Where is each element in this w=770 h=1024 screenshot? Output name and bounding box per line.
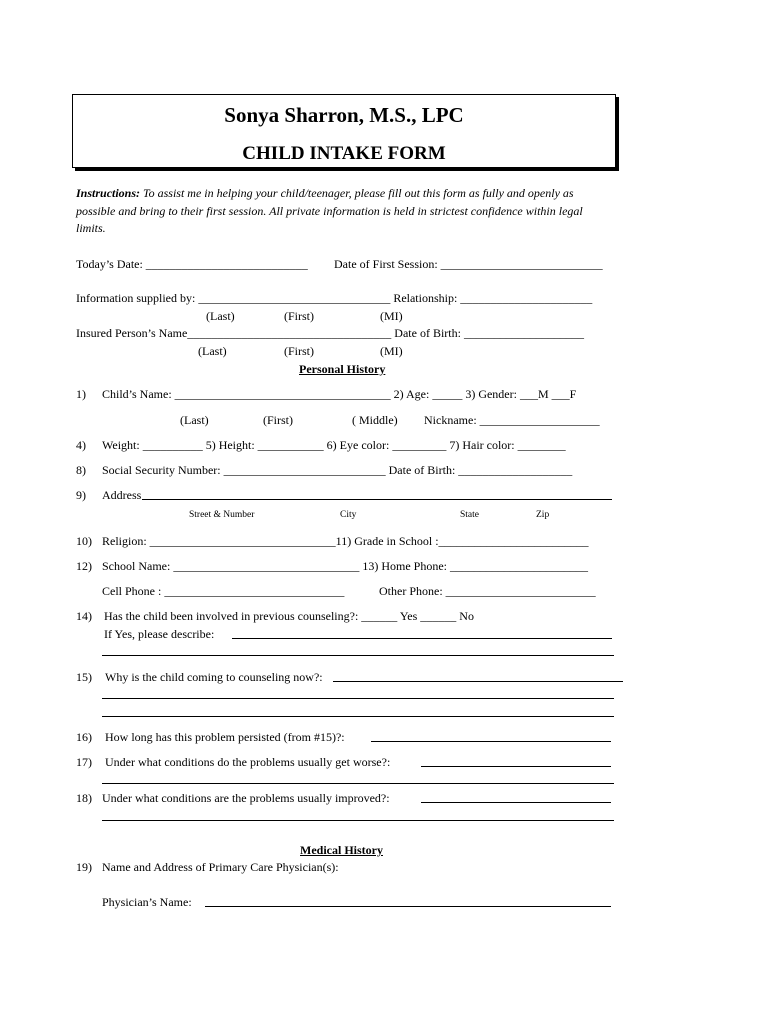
medical-history-heading: Medical History — [300, 843, 383, 857]
mi-label: (MI) — [380, 344, 403, 358]
q14-number: 14) — [76, 609, 92, 623]
answer-line[interactable] — [371, 741, 611, 742]
answer-line[interactable] — [102, 716, 614, 717]
answer-line[interactable] — [102, 783, 614, 784]
last-label: (Last) — [180, 413, 209, 427]
q8-number: 8) — [76, 463, 86, 477]
physician-info-label: Name and Address of Primary Care Physician(s): — [102, 860, 339, 874]
child-name-field[interactable]: Child’s Name: ____________________________________ 2) Age: _____ 3) Gender: ___M ___F — [102, 387, 577, 401]
middle-label: ( Middle) — [352, 413, 398, 427]
physician-name-line[interactable] — [205, 906, 611, 907]
ssn-field[interactable]: Social Security Number: ___________________________ Date of Birth: ___________________ — [102, 463, 573, 477]
address-label: Address — [102, 488, 142, 502]
instructions-line-1 — [76, 187, 574, 199]
header-box — [72, 94, 616, 168]
q4-number: 4) — [76, 438, 86, 452]
school-phone-field[interactable]: School Name: _______________________________ 13) Home Phone: _______________________ — [102, 559, 588, 573]
answer-line[interactable] — [421, 766, 611, 767]
practitioner-name: Sonya Sharron, M.S., LPC — [224, 103, 464, 127]
todays-date-field[interactable]: Today’s Date: ___________________________ — [76, 257, 308, 271]
address-line[interactable] — [142, 499, 612, 500]
instructions-text-3: limits. — [76, 221, 106, 235]
answer-line[interactable] — [421, 802, 611, 803]
last-label: (Last) — [198, 344, 227, 358]
answer-line[interactable] — [333, 681, 623, 682]
physician-name-label: Physician’s Name: — [102, 895, 192, 909]
q10-number: 10) — [76, 534, 92, 548]
worse-conditions-label: Under what conditions do the problems usually get worse?: — [105, 755, 391, 769]
street-label: Street & Number — [189, 510, 255, 520]
first-session-date-field[interactable]: Date of First Session: ___________________________ — [334, 257, 603, 271]
answer-line[interactable] — [102, 698, 614, 699]
previous-counseling-field[interactable]: Has the child been involved in previous counseling?: ______ Yes ______ No — [104, 609, 474, 623]
q16-number: 16) — [76, 730, 92, 744]
first-label: (First) — [284, 344, 314, 358]
instructions-text-1: To assist me in helping your child/teenager, please fill out this form as fully and openly as — [143, 186, 574, 200]
zip-label: Zip — [536, 510, 550, 520]
cell-phone-field[interactable]: Cell Phone : ______________________________ — [102, 584, 345, 598]
q17-number: 17) — [76, 755, 92, 769]
q18-number: 18) — [76, 791, 92, 805]
describe-line[interactable] — [102, 655, 614, 656]
city-label: City — [340, 510, 357, 520]
last-label: (Last) — [206, 309, 235, 323]
q12-number: 12) — [76, 559, 92, 573]
answer-line[interactable] — [102, 820, 614, 821]
insured-person-field[interactable]: Insured Person’s Name__________________________________ Date of Birth: ____________________ — [76, 326, 584, 340]
mi-label: (MI) — [380, 309, 403, 323]
physical-stats-field[interactable]: Weight: __________ 5) Height: ___________ 6) Eye color: _________ 7) Hair color: ________ — [102, 438, 566, 452]
improved-conditions-label: Under what conditions are the problems usually improved?: — [102, 791, 390, 805]
nickname-field[interactable]: Nickname: ____________________ — [424, 413, 600, 427]
personal-history-heading: Personal History — [299, 362, 386, 376]
state-label: State — [460, 510, 479, 520]
q1-number: 1) — [76, 387, 86, 401]
describe-line[interactable] — [232, 638, 612, 639]
first-label: (First) — [284, 309, 314, 323]
why-counseling-label: Why is the child coming to counseling now?: — [105, 670, 323, 684]
q15-number: 15) — [76, 670, 92, 684]
q9-number: 9) — [76, 488, 86, 502]
q19-number: 19) — [76, 860, 92, 874]
form-title: CHILD INTAKE FORM — [242, 143, 446, 164]
other-phone-field[interactable]: Other Phone: _________________________ — [379, 584, 596, 598]
problem-duration-label: How long has this problem persisted (from #15)?: — [105, 730, 345, 744]
describe-label: If Yes, please describe: — [104, 627, 215, 641]
first-label: (First) — [263, 413, 293, 427]
instructions-label: Instructions: — [76, 186, 141, 200]
instructions-text-2: possible and bring to their first session. All private information is held in strictest confidence within legal — [76, 204, 583, 218]
info-supplied-by-field[interactable]: Information supplied by: ________________________________ Relationship: ______________________ — [76, 291, 593, 305]
religion-grade-field[interactable]: Religion: _______________________________11) Grade in School :_________________________ — [102, 534, 589, 548]
